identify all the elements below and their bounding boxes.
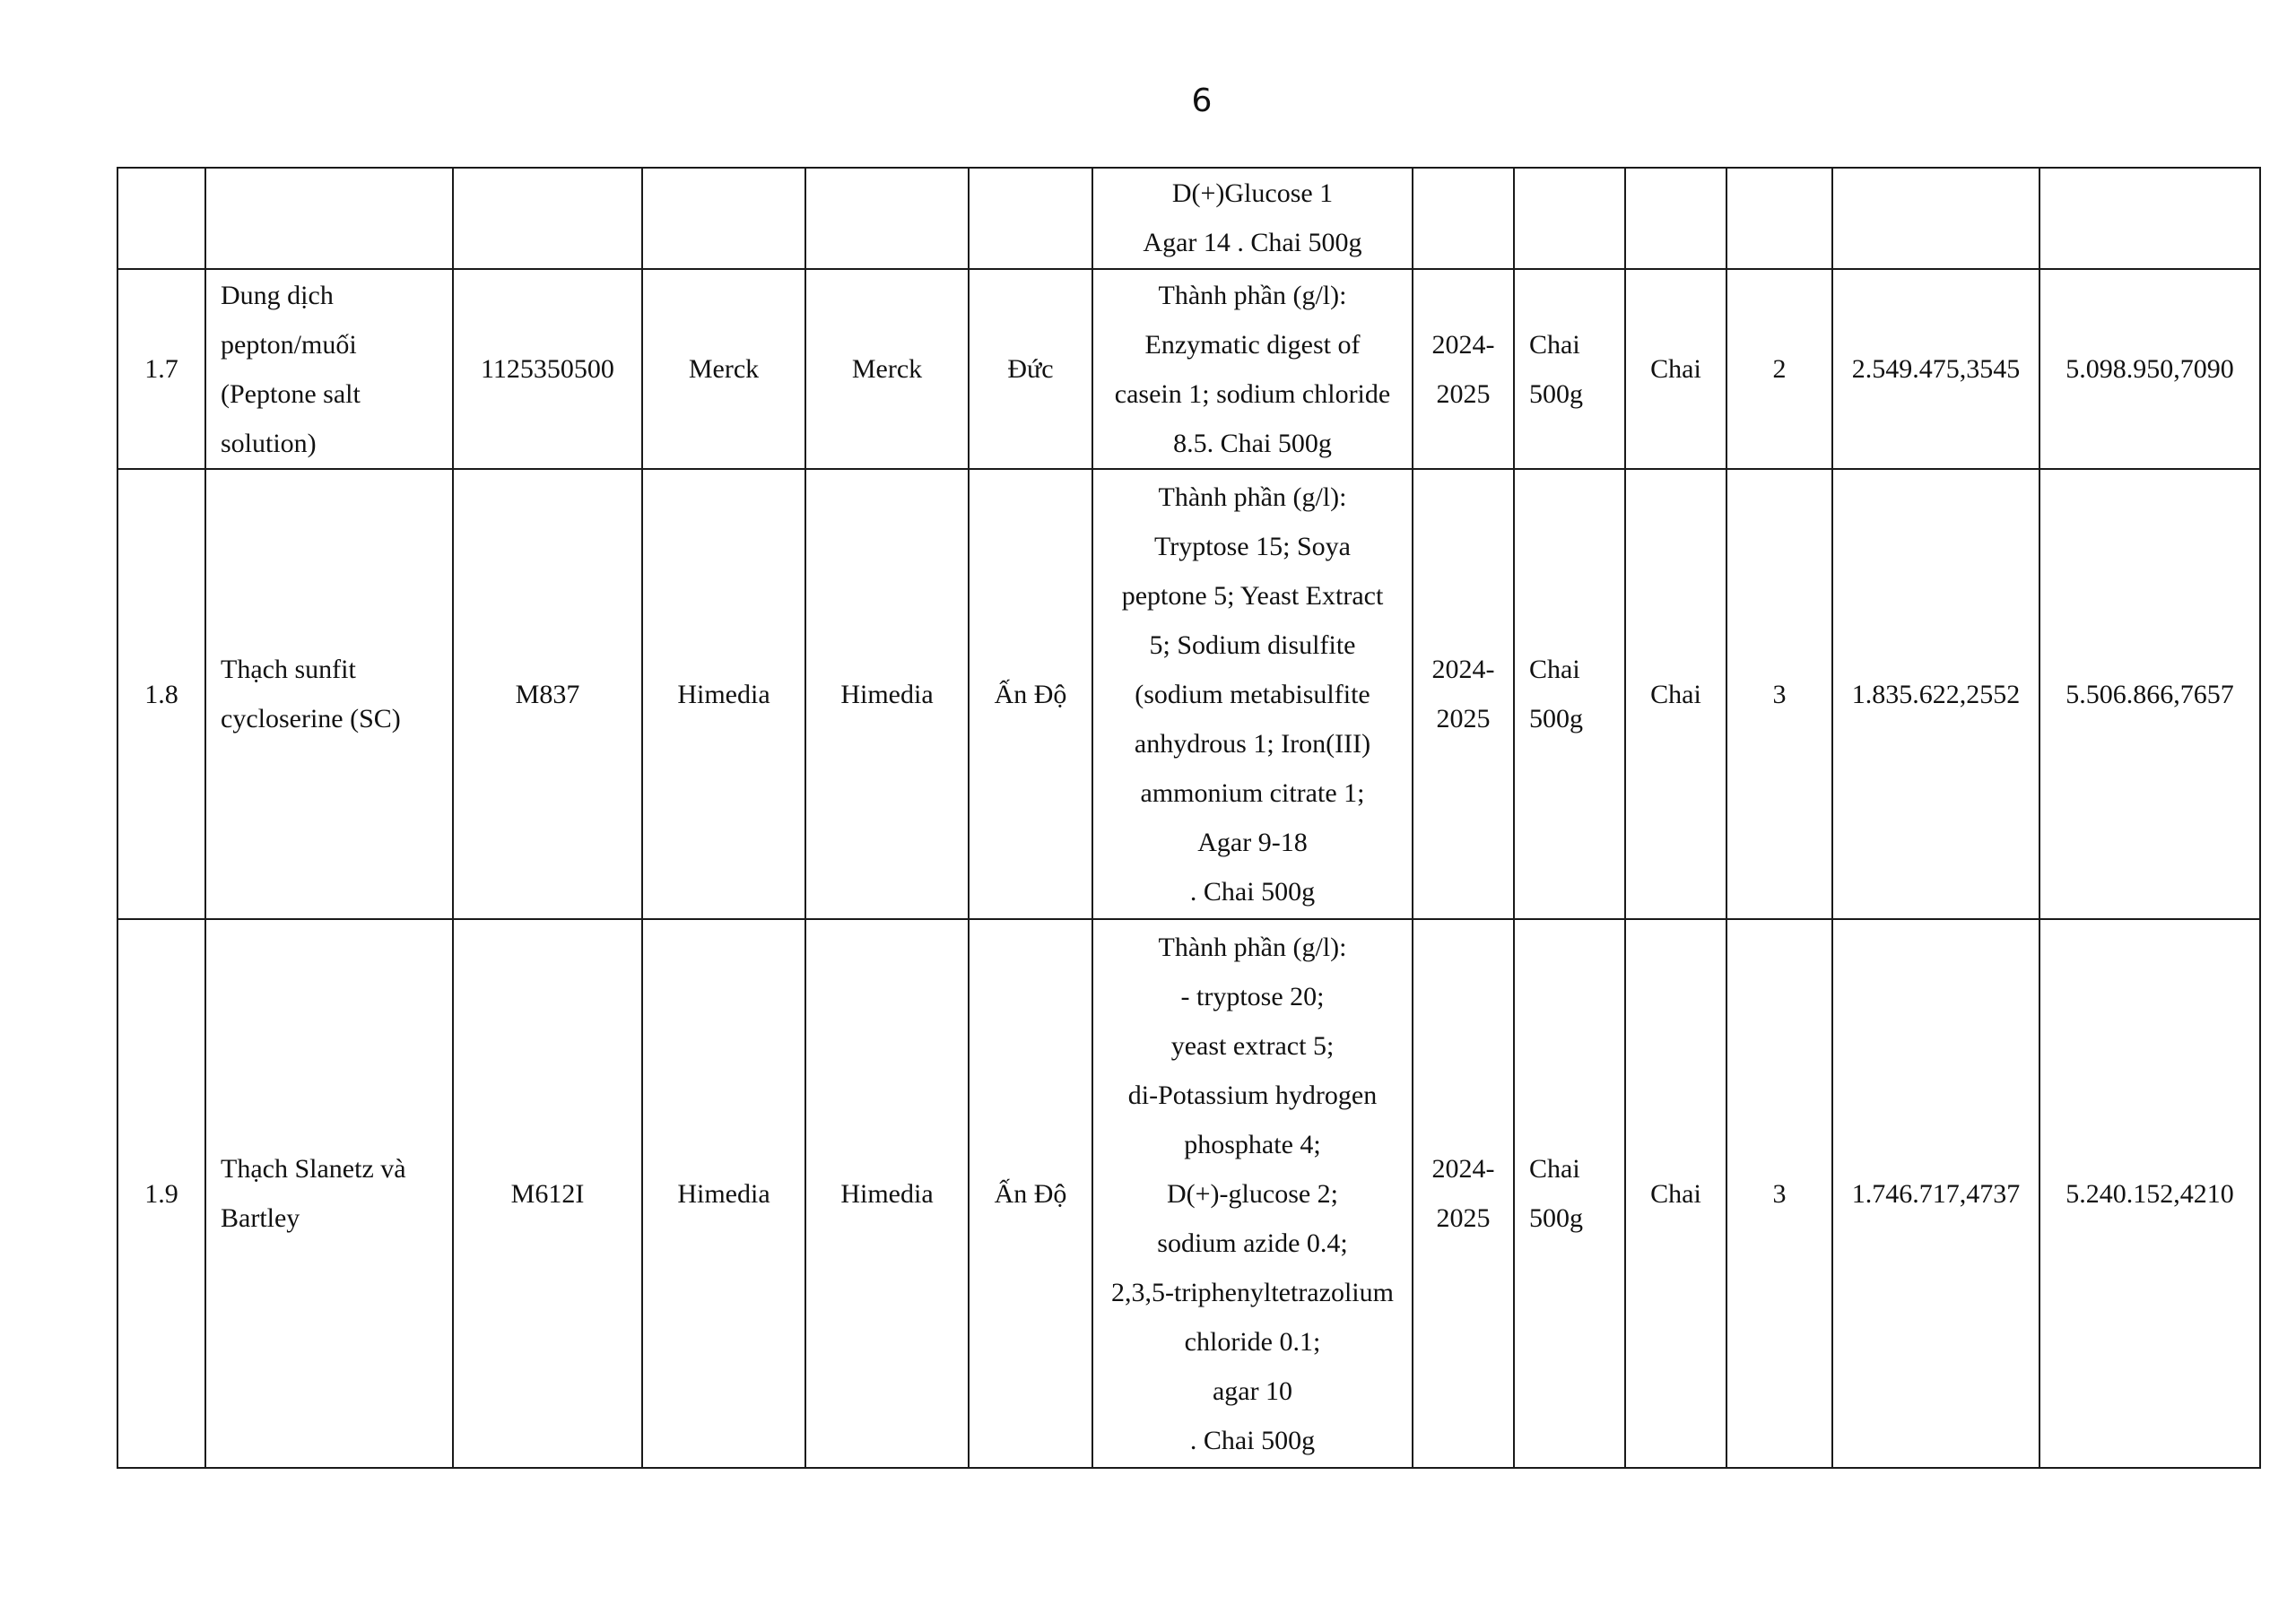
year-line: 2025 [1436,704,1491,733]
pack-line: Chai [1529,329,1580,360]
composition-line: D(+)-glucose 2; [1166,1178,1339,1209]
composition-line: 2,3,5-triphenyltetrazolium [1111,1277,1394,1307]
composition-line: 8.5. Chai 500g [1173,428,1332,458]
cell-brand: Himedia [642,469,805,919]
cell-name [205,269,453,469]
name-line: solution) [221,428,317,458]
cell-unit: Chai [1625,269,1726,469]
cell-composition [1092,269,1413,469]
cell-unit-price: 1.746.717,4737 [1832,919,2039,1468]
composition-line: Agar 14 . Chai 500g [1143,228,1362,257]
table-row [117,469,2260,919]
name-line: Bartley [221,1203,300,1233]
cell-brand: Himedia [642,919,805,1468]
cell-year [1413,168,1514,269]
pack-line: 500g [1529,378,1583,409]
composition-line: . Chai 500g [1189,876,1316,907]
pack-line: Chai [1529,655,1580,684]
table-row-continuation [117,168,2260,269]
cell-composition [1092,919,1413,1468]
cell-name [205,168,453,269]
cell-pack [1514,269,1625,469]
cell-pack [1514,919,1625,1468]
cell-quantity [1726,168,1832,269]
cell-year [1413,469,1514,919]
composition-line: chloride 0.1; [1184,1326,1321,1357]
composition-line: ammonium citrate 1; [1140,777,1365,808]
cell-code: M612I [453,919,642,1468]
product-table [117,167,2261,1469]
cell-pack [1514,469,1625,919]
composition-line: Thành phần (g/l): [1158,280,1347,310]
composition-line: anhydrous 1; Iron(III) [1134,728,1371,759]
cell-origin: Đức [969,269,1092,469]
composition-line: Thành phần (g/l): [1158,932,1347,962]
name-line: Dung dịch [221,280,334,310]
cell-code [453,168,642,269]
table-row [117,269,2260,469]
name-line: pepton/muối [221,329,357,360]
page-number: 6 [1191,82,1213,119]
year-line: 2025 [1436,378,1491,409]
composition-line: Thành phần (g/l): [1158,482,1347,512]
cell-code: 1125350500 [453,269,642,469]
composition-line: - tryptose 20; [1180,981,1325,1011]
cell-unit: Chai [1625,919,1726,1468]
cell-year [1413,269,1514,469]
cell-name [205,469,453,919]
pack-line: Chai [1529,1154,1580,1184]
cell-unit: Chai [1625,469,1726,919]
composition-line: agar 10 [1212,1376,1293,1406]
composition-line: D(+)Glucose 1 [1171,178,1334,208]
composition-line: Agar 9-18 [1197,827,1308,857]
name-line: cycloserine (SC) [221,704,401,733]
cell-quantity: 3 [1726,919,1832,1468]
cell-origin: Ấn Độ [969,919,1092,1468]
composition-line: peptone 5; Yeast Extract [1121,580,1384,611]
pack-line: 500g [1529,704,1583,733]
year-line: 2024- [1431,655,1495,684]
cell-manufacturer: Merck [805,269,969,469]
cell-origin: Ấn Độ [969,469,1092,919]
cell-origin [969,168,1092,269]
cell-manufacturer [805,168,969,269]
cell-code: M837 [453,469,642,919]
cell-total: 5.506.866,7657 [2039,469,2260,919]
composition-line: casein 1; sodium chloride [1114,378,1391,409]
pack-line: 500g [1529,1203,1583,1233]
cell-quantity: 3 [1726,469,1832,919]
composition-line: 5; Sodium disulfite [1149,629,1356,660]
composition-line: Tryptose 15; Soya [1154,531,1351,561]
cell-brand [642,168,805,269]
composition-line: sodium azide 0.4; [1157,1228,1348,1258]
cell-name [205,919,453,1468]
composition-line: (sodium metabisulfite [1135,679,1370,709]
cell-stt [117,168,205,269]
cell-stt: 1.7 [117,269,205,469]
composition-line: di-Potassium hydrogen [1127,1080,1378,1110]
year-line: 2024- [1431,1154,1495,1184]
cell-total: 5.098.950,7090 [2039,269,2260,469]
cell-manufacturer: Himedia [805,469,969,919]
cell-unit-price: 1.835.622,2552 [1832,469,2039,919]
cell-stt: 1.8 [117,469,205,919]
name-line: Thạch sunfit [221,655,356,684]
cell-total [2039,168,2260,269]
cell-brand: Merck [642,269,805,469]
cell-pack [1514,168,1625,269]
composition-line: . Chai 500g [1189,1425,1316,1455]
cell-composition [1092,469,1413,919]
composition-line: Enzymatic digest of [1144,329,1361,360]
table-row [117,919,2260,1468]
cell-stt: 1.9 [117,919,205,1468]
cell-quantity: 2 [1726,269,1832,469]
cell-total: 5.240.152,4210 [2039,919,2260,1468]
cell-composition [1092,168,1413,269]
name-line: (Peptone salt [221,378,361,409]
cell-unit [1625,168,1726,269]
cell-unit-price: 2.549.475,3545 [1832,269,2039,469]
composition-line: phosphate 4; [1184,1129,1321,1159]
cell-unit-price [1832,168,2039,269]
cell-year [1413,919,1514,1468]
composition-line: yeast extract 5; [1170,1030,1335,1061]
cell-manufacturer: Himedia [805,919,969,1468]
year-line: 2025 [1436,1203,1491,1233]
name-line: Thạch Slanetz và [221,1154,406,1184]
year-line: 2024- [1431,329,1495,360]
